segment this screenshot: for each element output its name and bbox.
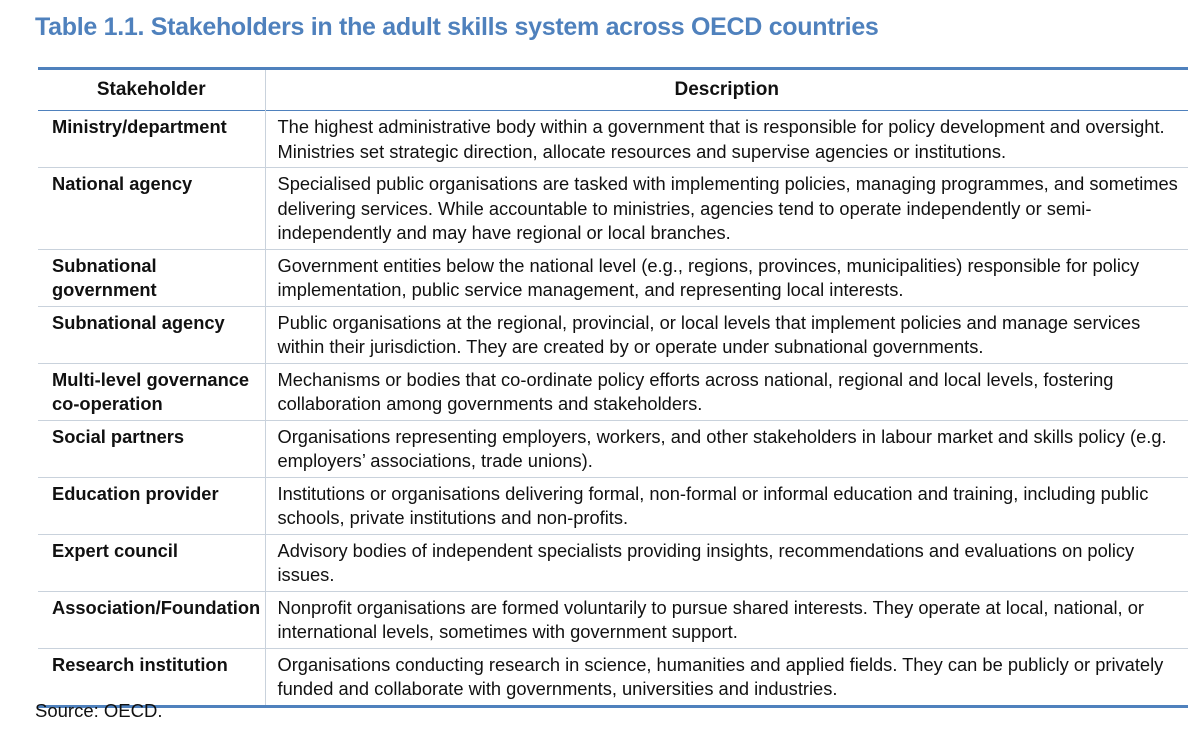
table-row [38,591,1188,648]
source-note: Source: OECD. [35,700,163,721]
description-cell: Institutions or organisations delivering formal, non-formal or informal education and training, including public schools, private institutions and non-profits. [277,482,1149,528]
table-title: Table 1.1. Stakeholders in the adult skills system across OECD countries [35,13,879,41]
stakeholder-cell: Ministry/department [38,111,265,168]
stakeholder-cell: Expert council [38,534,265,591]
table-row [38,420,1188,477]
stakeholders-table [38,67,1188,708]
stakeholder-cell: Multi-level governance co-operation [38,363,265,420]
stakeholder-cell: Education provider [38,477,265,534]
stakeholder-cell: Social partners [38,420,265,477]
stakeholder-cell: Research institution [38,648,265,706]
stakeholder-cell: National agency [38,168,265,250]
table-row [38,534,1188,591]
description-cell: Specialised public organisations are tasked with implementing policies, managing programmes, and sometimes delivering services. While accountable to ministries, agencies tend to operate independently or semi-independently and may have regional or local branches. [277,173,1178,243]
description-cell: The highest administrative body within a government that is responsible for policy development and oversight. Ministries set strategic direction, allocate resources and supervise agencies or institutions. [277,116,1165,162]
description-cell: Nonprofit organisations are formed voluntarily to pursue shared interests. They operate at local, national, or international levels, sometimes with government support. [277,596,1144,642]
table-row [38,249,1188,306]
table-row [38,648,1188,706]
stakeholder-cell: Subnational government [38,249,265,306]
table-row [38,168,1188,250]
description-cell: Government entities below the national level (e.g., regions, provinces, municipalities) responsible for policy implementation, public service management, and representing local interests. [277,254,1140,300]
description-cell: Advisory bodies of independent specialists providing insights, recommendations and evaluations on policy issues. [277,539,1135,585]
description-cell: Public organisations at the regional, provincial, or local levels that implement policies and manage services within their jurisdiction. They are created by or operate under subnational governments. [277,311,1141,357]
table-row [38,306,1188,363]
stakeholders-table-container [38,67,1188,708]
table-row [38,363,1188,420]
header-stakeholder: Stakeholder [38,69,265,111]
description-cell: Organisations conducting research in science, humanities and applied fields. They can be publicly or privately funded and collaborate with governments, universities and industries. [277,653,1164,699]
table-row [38,111,1188,168]
stakeholder-cell: Subnational agency [38,306,265,363]
table-header-row [38,69,1188,111]
table-row [38,477,1188,534]
description-cell: Organisations representing employers, workers, and other stakeholders in labour market and skills policy (e.g. employers’ associations, trade unions). [277,425,1167,471]
header-description: Description [674,79,780,100]
description-cell: Mechanisms or bodies that co-ordinate policy efforts across national, regional and local levels, fostering collaboration among governments and stakeholders. [277,368,1114,414]
stakeholder-cell: Association/Foundation [38,591,265,648]
